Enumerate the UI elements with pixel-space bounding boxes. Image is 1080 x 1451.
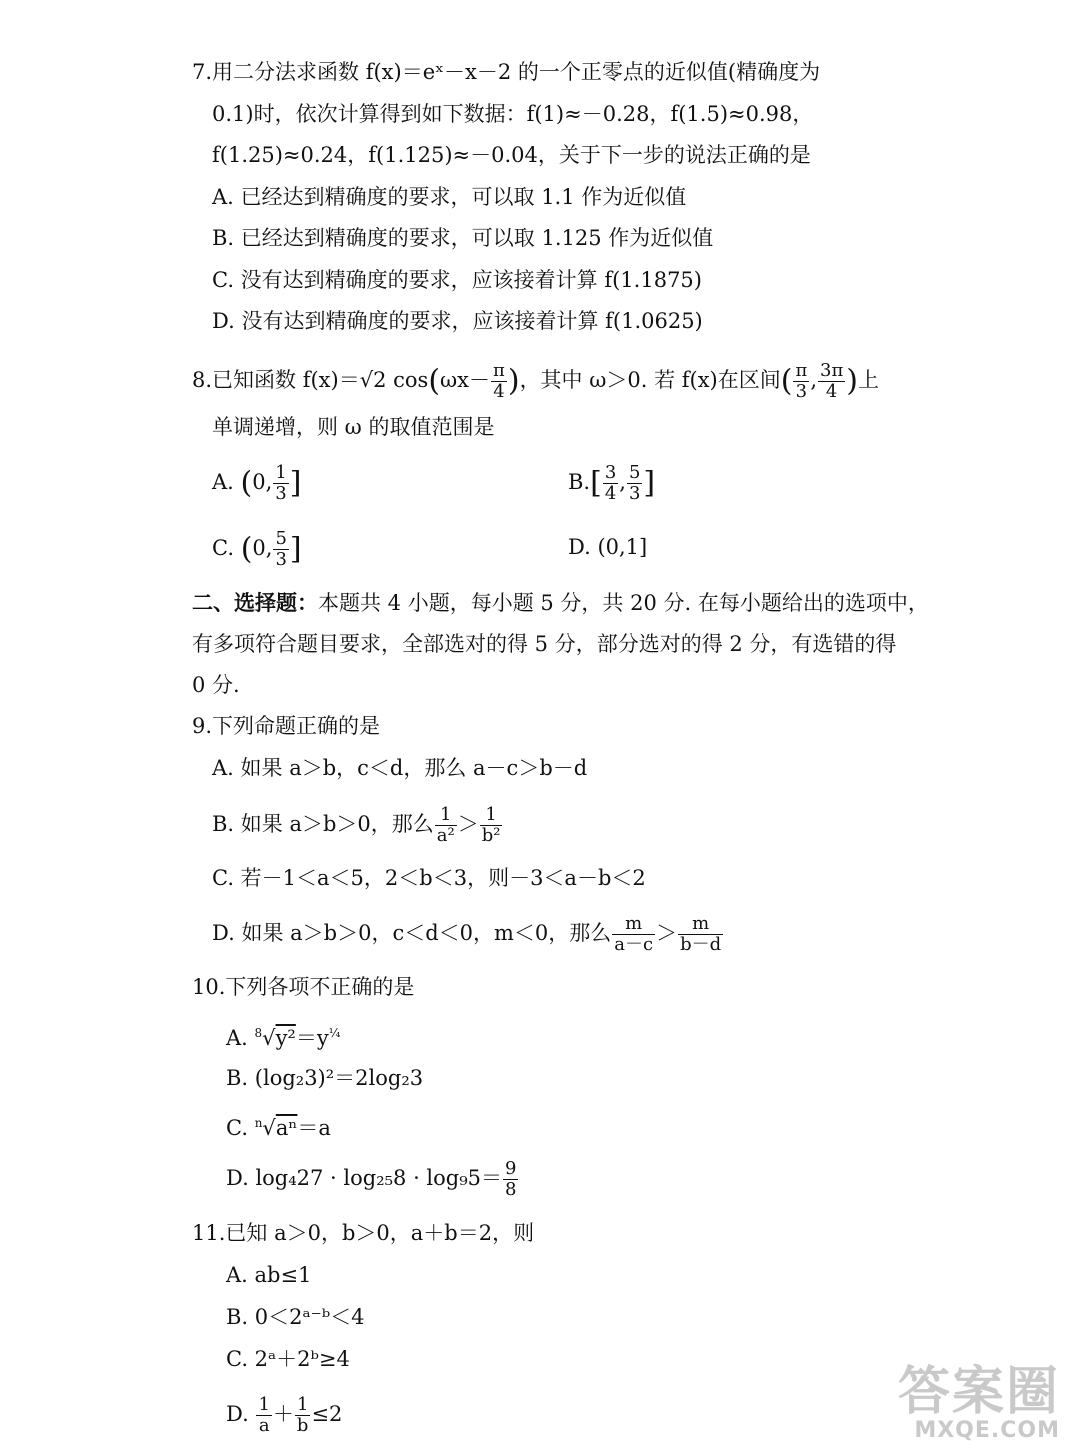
q7-option-d: D. 没有达到精确度的要求，应该接着计算 f(1.0625) <box>212 309 703 333</box>
q9-option-d: D. 如果 a＞b＞0，c＜d＜0，m＜0，那么 $\frac{m}{a-c}$ ＞ $\frac{m}{b-d}$ <box>212 913 722 955</box>
q8-option-a: A. (0, $\frac{1}{3}$ ] <box>212 462 302 504</box>
q11-option-c: C. 2ᵃ＋2ᵇ≥4 <box>226 1347 350 1371</box>
q9-stem: 9.下列命题正确的是 <box>192 714 381 738</box>
q7-stem-line2: 0.1)时，依次计算得到如下数据：f(1)≈－0.28，f(1.5)≈0.98， <box>212 102 814 126</box>
q9-option-c: C. 若－1＜a＜5，2＜b＜3，则－3＜a－b＜2 <box>212 866 646 890</box>
q7-option-b: B. 已经达到精确度的要求，可以取 1.125 作为近似值 <box>212 226 714 250</box>
q10-option-c: C. $^n$√aⁿ＝a <box>226 1116 331 1140</box>
q8-option-c: C. (0, $\frac{5}{3}$ ] <box>212 528 302 570</box>
q7-option-c: C. 没有达到精确度的要求，应该接着计算 f(1.1875) <box>212 268 702 292</box>
q10-stem: 10.下列各项不正确的是 <box>192 975 415 999</box>
q9-option-b: B. 如果 a＞b＞0，那么 $\frac{1}{\text{a²}}$ ＞ $\frac{1}{\text{b²}}$ <box>212 804 501 846</box>
q8-stem-line2: 单调递增，则 ω 的取值范围是 <box>212 415 495 439</box>
q7-stem-line1: 7.用二分法求函数 f(x)＝eˣ－x－2 的一个正零点的近似值(精确度为 <box>192 60 821 84</box>
q8-stem-suffix: 上 <box>858 368 880 392</box>
q11-option-b: B. 0＜2ᵃ⁻ᵇ＜4 <box>226 1305 365 1329</box>
q8-stem-line1: 8.已知函数 f(x)＝√2 cos(ωx－ $\frac{\pi}{4}$ )，其中 ω＞0. 若 f(x)在区间( $\frac{\pi}{3}$ , $\frac{3\pi}{4}$ )上 <box>192 360 880 402</box>
q7-option-a: A. 已经达到精确度的要求，可以取 1.1 作为近似值 <box>212 185 687 209</box>
q10-option-d: D. log₄27 · log₂₅8 · log₉5＝ $\frac{9}{8}$ <box>226 1158 517 1200</box>
q8-option-b: B.[ $\frac{3}{4}$ , $\frac{5}{3}$ ] <box>568 462 656 504</box>
site-watermark: 答案圈 MXQE.COM <box>897 1362 1060 1443</box>
section2-line3: 0 分. <box>192 673 240 697</box>
q8-3pi-over-4: $\frac{3\pi}{4}$ <box>820 360 844 402</box>
section2-line1: 二、选择题：本题共 4 小题，每小题 5 分，共 20 分. 在每小题给出的选项中， <box>192 590 929 615</box>
q10-option-b: B. (log₂3)²＝2log₂3 <box>226 1066 424 1090</box>
q8-pi-over-3: $\frac{\pi}{3}$ <box>795 360 808 402</box>
q8-stem-prefix: 8.已知函数 f(x)＝√2 cos <box>192 368 429 392</box>
q8-pi-over-4: $\frac{\pi}{4}$ <box>493 360 505 402</box>
q11-option-d: D. $\frac{1}{a}$ ＋ $\frac{1}{b}$ ≤2 <box>226 1394 343 1436</box>
q11-stem: 11.已知 a＞0，b＞0，a＋b＝2，则 <box>192 1221 535 1245</box>
q10-option-a: A. $^8√y^2=y^{\frac{1}{4}}$ <box>226 1026 341 1050</box>
q11-option-a: A. ab≤1 <box>226 1263 312 1287</box>
section2-title: 二、选择题： <box>192 590 318 615</box>
q8-stem-mid: ，其中 ω＞0. 若 f(x)在区间 <box>519 368 781 392</box>
q8-inner: ωx－ <box>440 368 490 392</box>
section2-line2: 有多项符合题目要求，全部选对的得 5 分，部分选对的得 2 分，有选错的得 <box>192 632 897 656</box>
q8-option-d: D. (0,1] <box>568 535 648 559</box>
q7-stem-line3: f(1.25)≈0.24，f(1.125)≈－0.04，关于下一步的说法正确的是 <box>212 143 811 167</box>
q9-option-a: A. 如果 a＞b，c＜d，那么 a－c＞b－d <box>212 756 588 780</box>
